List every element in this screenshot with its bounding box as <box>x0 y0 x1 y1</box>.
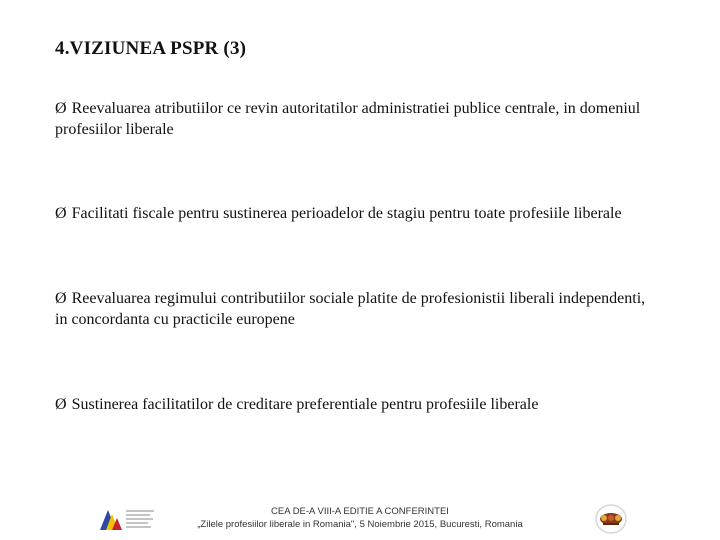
arrow-bullet-icon: Ø <box>55 205 67 222</box>
bullet-item-4 <box>55 394 655 415</box>
bullet-text-3: Reevaluarea regimului contributiilor sociale platite de profesionistii liberali independenti, in concordanta cu practicile europene <box>55 290 646 328</box>
bullet-text-2: Facilitati fiscale pentru sustinerea perioadelor de stagiu pentru toate profesiile liberale <box>71 205 622 222</box>
conference-seal-icon <box>594 503 628 535</box>
footer-line-2: „Zilele profesiilor liberale in Romania", 5 Noiembrie 2015, Bucuresti, Romania <box>197 519 523 530</box>
slide-title: 4.VIZIUNEA PSPR (3) <box>55 38 247 59</box>
arrow-bullet-icon: Ø <box>55 396 67 413</box>
footer-line-1: CEA DE-A VIII-A EDITIE A CONFERINTEI <box>271 506 449 517</box>
bullet-item-1 <box>55 98 655 140</box>
arrow-bullet-icon: Ø <box>55 290 67 307</box>
bullet-item-3 <box>55 288 655 330</box>
arrow-bullet-icon: Ø <box>55 100 67 117</box>
bullet-text-1: Reevaluarea atributiilor ce revin autoritatilor administratiei publice centrale, in domeniul profesiilor liberale <box>55 100 641 138</box>
bullet-text-4: Sustinerea facilitatilor de creditare preferentiale pentru profesiile liberale <box>71 396 539 413</box>
bullet-item-2 <box>55 203 655 224</box>
